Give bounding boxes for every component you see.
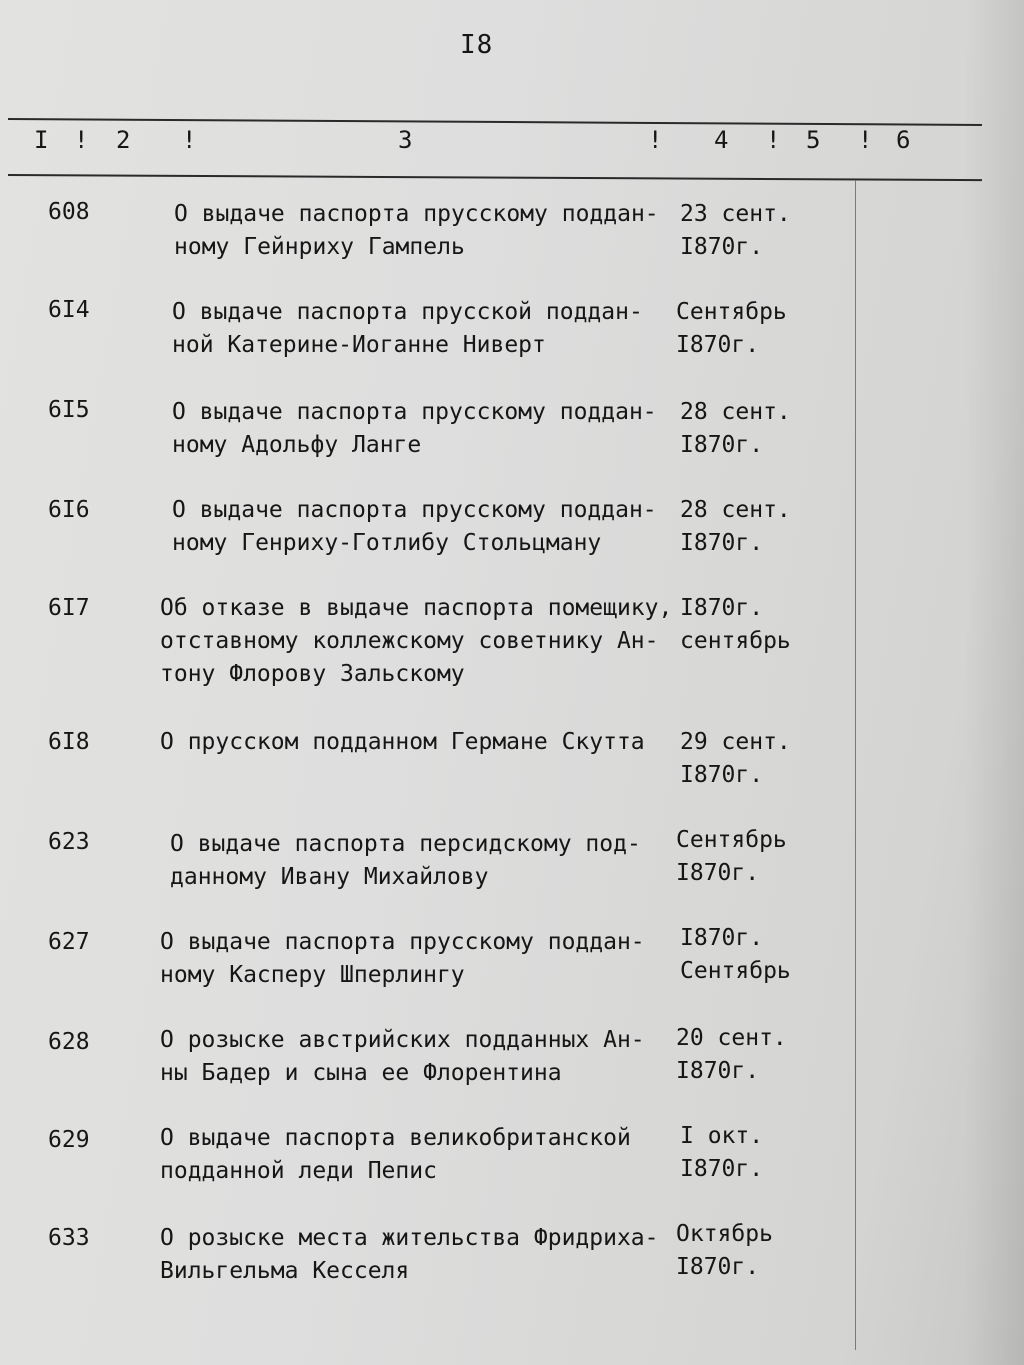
column-divider: [855, 180, 856, 1350]
entry-title: О прусском подданном Германе Скутта: [160, 729, 645, 755]
entry-number: 6I6: [48, 497, 90, 523]
entry-date: 28 сент. I870г.: [680, 497, 791, 556]
header-bottom-rule: [8, 174, 982, 181]
header-col-3: 3: [398, 126, 413, 154]
header-col-4: 4: [714, 126, 729, 154]
header-separator: !: [74, 126, 89, 154]
entry-date: I870г. Сентябрь: [680, 925, 791, 984]
entry-number: 629: [48, 1127, 90, 1153]
entry-number: 608: [48, 199, 90, 225]
entry-title: О розыске места жительства Фридриха- Вильгельма Кесселя: [160, 1225, 659, 1284]
entry-date: 23 сент. I870г.: [680, 201, 791, 260]
entry-date: Сентябрь I870г.: [676, 827, 787, 886]
entry-title: О выдаче паспорта прусскому поддан- ному Генриху-Готлибу Стольцману: [172, 497, 657, 556]
header-col-1: I: [34, 126, 49, 154]
entry-title: О выдаче паспорта персидскому под- данному Ивану Михайлову: [170, 831, 641, 890]
entry-date: I870г. сентябрь: [680, 595, 791, 654]
entry-date: I окт. I870г.: [680, 1123, 764, 1182]
entry-date: Октябрь I870г.: [676, 1221, 773, 1280]
header-separator: !: [858, 126, 873, 154]
entry-number: 628: [48, 1029, 90, 1055]
page-shadow-edge: [964, 0, 1024, 1365]
header-separator: !: [182, 126, 197, 154]
entry-title: О выдаче паспорта прусскому поддан- ному Касперу Шперлингу: [160, 929, 645, 988]
entry-date: 28 сент. I870г.: [680, 399, 791, 458]
entry-title: О розыске австрийских подданных Ан- ны Бадер и сына ее Флорентина: [160, 1027, 645, 1086]
header-top-rule: [8, 118, 982, 126]
header-separator: !: [648, 126, 663, 154]
header-col-5: 5: [806, 126, 821, 154]
entry-title: О выдаче паспорта прусской поддан- ной Катерине-Иоганне Ниверт: [172, 299, 643, 358]
entry-number: 627: [48, 929, 90, 955]
entry-number: 623: [48, 829, 90, 855]
entry-title: О выдаче паспорта прусскому поддан- ному Адольфу Ланге: [172, 399, 657, 458]
entry-number: 6I8: [48, 729, 90, 755]
entry-date: 20 сент. I870г.: [676, 1025, 787, 1084]
entry-number: 6I5: [48, 397, 90, 423]
entry-date: Сентябрь I870г.: [676, 299, 787, 358]
entry-title: О выдаче паспорта великобританской подданной леди Пепис: [160, 1125, 631, 1184]
header-col-6: 6: [896, 126, 911, 154]
entry-number: 633: [48, 1225, 90, 1251]
entry-title: О выдаче паспорта прусскому поддан- ному Гейнриху Гампель: [174, 201, 659, 260]
header-separator: !: [766, 126, 781, 154]
page-number: I8: [460, 30, 494, 60]
entry-title: Об отказе в выдаче паспорта помещику, отставному коллежскому советнику Ан- тону Флорову Зальскому: [160, 595, 673, 687]
entry-number: 6I7: [48, 595, 90, 621]
entry-number: 6I4: [48, 297, 90, 323]
entry-date: 29 сент. I870г.: [680, 729, 791, 788]
header-col-2: 2: [116, 126, 131, 154]
